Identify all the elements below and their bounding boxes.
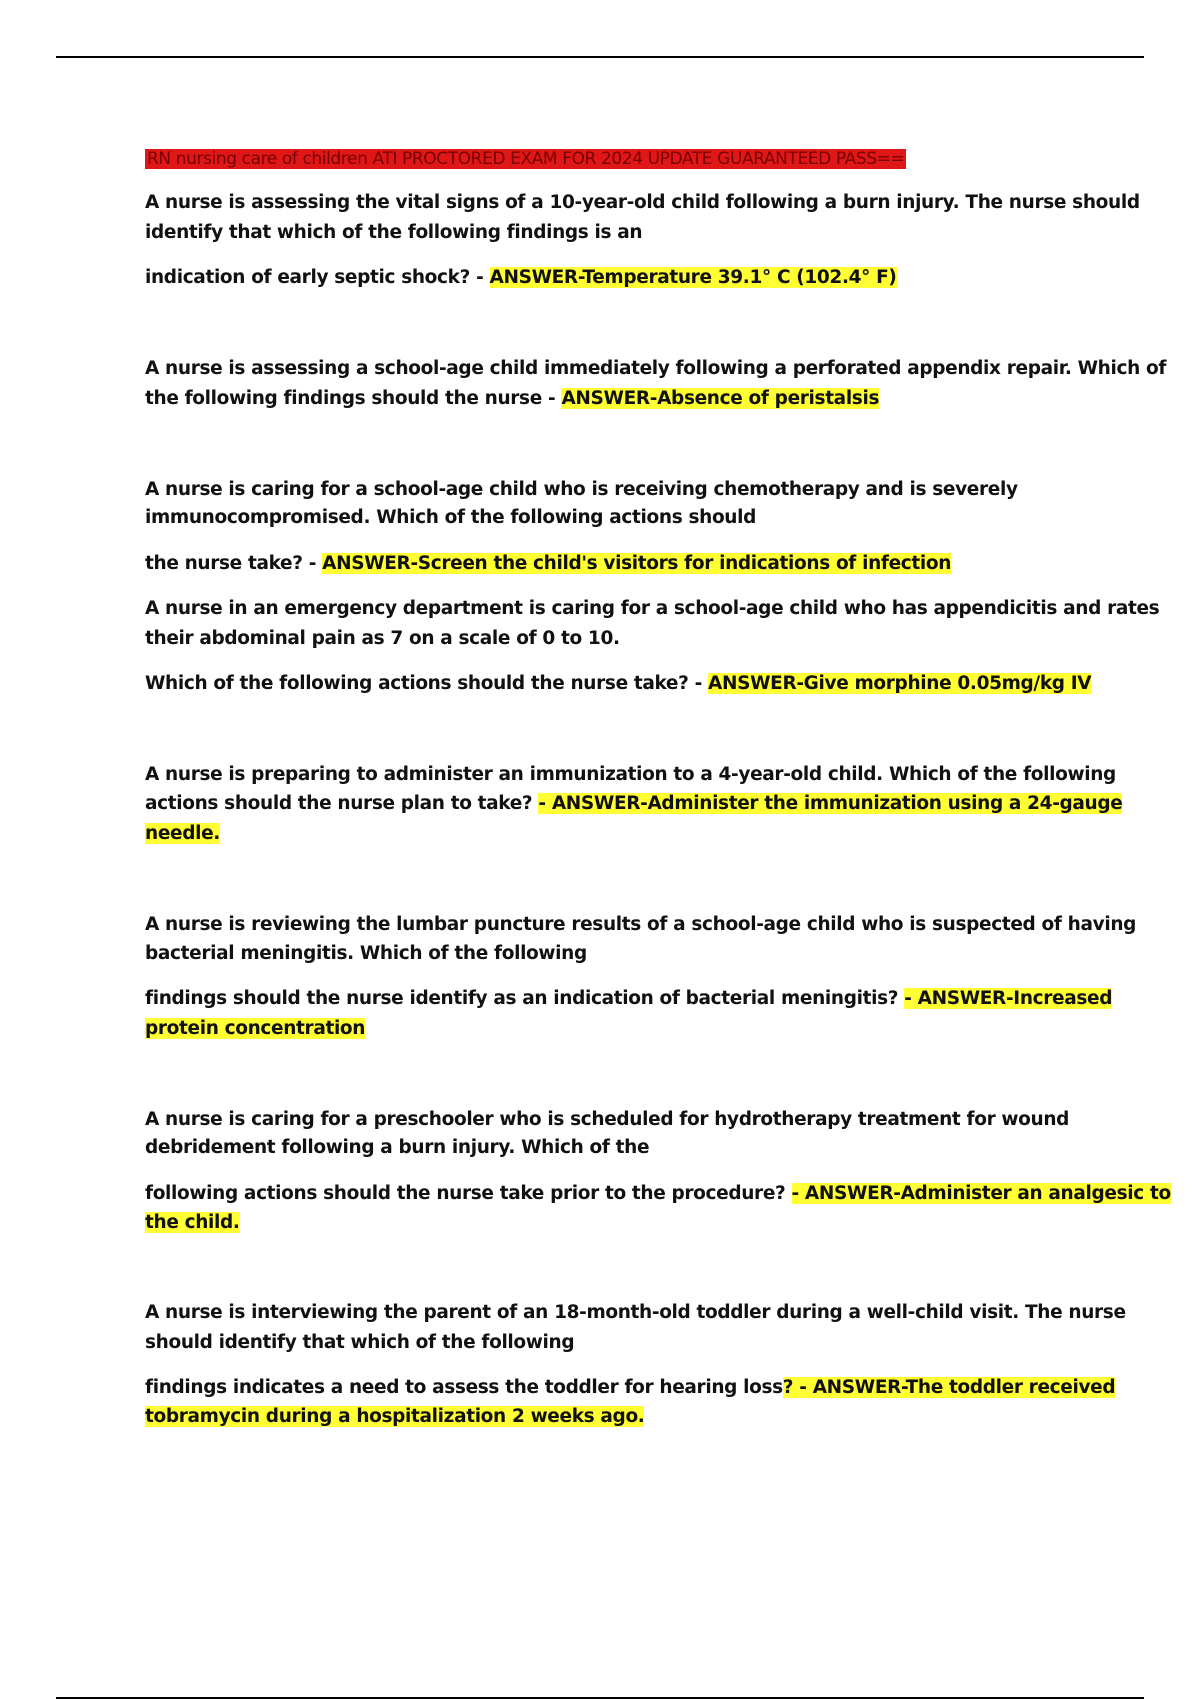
question-line: should identify that which of the following <box>145 1332 575 1353</box>
question-line: A nurse is reviewing the lumbar puncture results of a school-age child who is suspected of having <box>145 914 1137 935</box>
question-line: A nurse is preparing to administer an immunization to a 4-year-old child. Which of the following <box>145 764 1116 785</box>
question-line <box>145 1208 240 1238</box>
question-line: actions should the nurse plan to take? - ANSWER-Administer the immunization using a 24-gauge <box>145 793 1123 814</box>
question-line: following actions should the nurse take prior to the procedure? - ANSWER-Administer an analgesic to <box>145 1183 1171 1204</box>
footer-rule <box>56 1697 1144 1699</box>
answer-highlight: ANSWER-Temperature 39.1° C (102.4° F) <box>489 267 897 288</box>
question-line: the nurse take? - ANSWER-Screen the child's visitors for indications of infection <box>145 553 952 574</box>
answer-highlight: needle. <box>145 823 220 844</box>
header-rule <box>56 56 1144 58</box>
answer-highlight: - ANSWER-Administer the immunization using a 24-gauge <box>538 793 1123 814</box>
answer-highlight: - ANSWER-Increased <box>904 988 1113 1009</box>
question-line: the following findings should the nurse - ANSWER-Absence of peristalsis <box>145 388 880 409</box>
question-line: A nurse is caring for a preschooler who is scheduled for hydrotherapy treatment for wound <box>145 1109 1070 1130</box>
question-line: their abdominal pain as 7 on a scale of 0 to 10. <box>145 628 620 649</box>
question-line: bacterial meningitis. Which of the following <box>145 943 587 964</box>
question-line: Which of the following actions should the nurse take? - ANSWER-Give morphine 0.05mg/kg IV <box>145 673 1092 694</box>
answer-highlight: the child. <box>145 1212 240 1233</box>
question-line: A nurse is interviewing the parent of an 18-month-old toddler during a well-child visit. The nurse <box>145 1302 1126 1323</box>
question-line <box>145 1014 365 1044</box>
question-line: A nurse is assessing the vital signs of a 10-year-old child following a burn injury. The nurse should <box>145 192 1140 213</box>
answer-highlight: tobramycin during a hospitalization 2 weeks ago. <box>145 1406 645 1427</box>
answer-highlight: - ANSWER-Administer an analgesic to <box>791 1183 1171 1204</box>
question-line: findings indicates a need to assess the toddler for hearing loss? - ANSWER-The toddler received <box>145 1377 1116 1398</box>
question-line <box>145 819 220 849</box>
question-line: A nurse in an emergency department is caring for a school-age child who has appendicitis and rates <box>145 598 1160 619</box>
question-line: A nurse is assessing a school-age child immediately following a perforated appendix repair. Which of <box>145 358 1167 379</box>
question-line: debridement following a burn injury. Which of the <box>145 1137 650 1158</box>
question-line: indication of early septic shock? - ANSWER-Temperature 39.1° C (102.4° F) <box>145 267 897 288</box>
answer-highlight: ANSWER-Absence of peristalsis <box>561 388 880 409</box>
answer-highlight: ANSWER-Give morphine 0.05mg/kg IV <box>708 673 1092 694</box>
question-line: immunocompromised. Which of the following actions should <box>145 507 757 528</box>
answer-highlight: ? - ANSWER-The toddler received <box>782 1377 1116 1398</box>
document-title: RN nursing care of children ATI PROCTORED EXAM FOR 2024 UPDATE GUARANTEED PASS== <box>147 149 905 169</box>
question-line <box>145 1402 644 1432</box>
question-line: identify that which of the following findings is an <box>145 222 643 243</box>
question-line: findings should the nurse identify as an indication of bacterial meningitis? - ANSWER-Increased <box>145 988 1113 1009</box>
answer-highlight: protein concentration <box>145 1018 366 1039</box>
answer-highlight: ANSWER-Screen the child's visitors for indications of infection <box>322 553 952 574</box>
question-line: A nurse is caring for a school-age child who is receiving chemotherapy and is severely <box>145 479 1018 500</box>
